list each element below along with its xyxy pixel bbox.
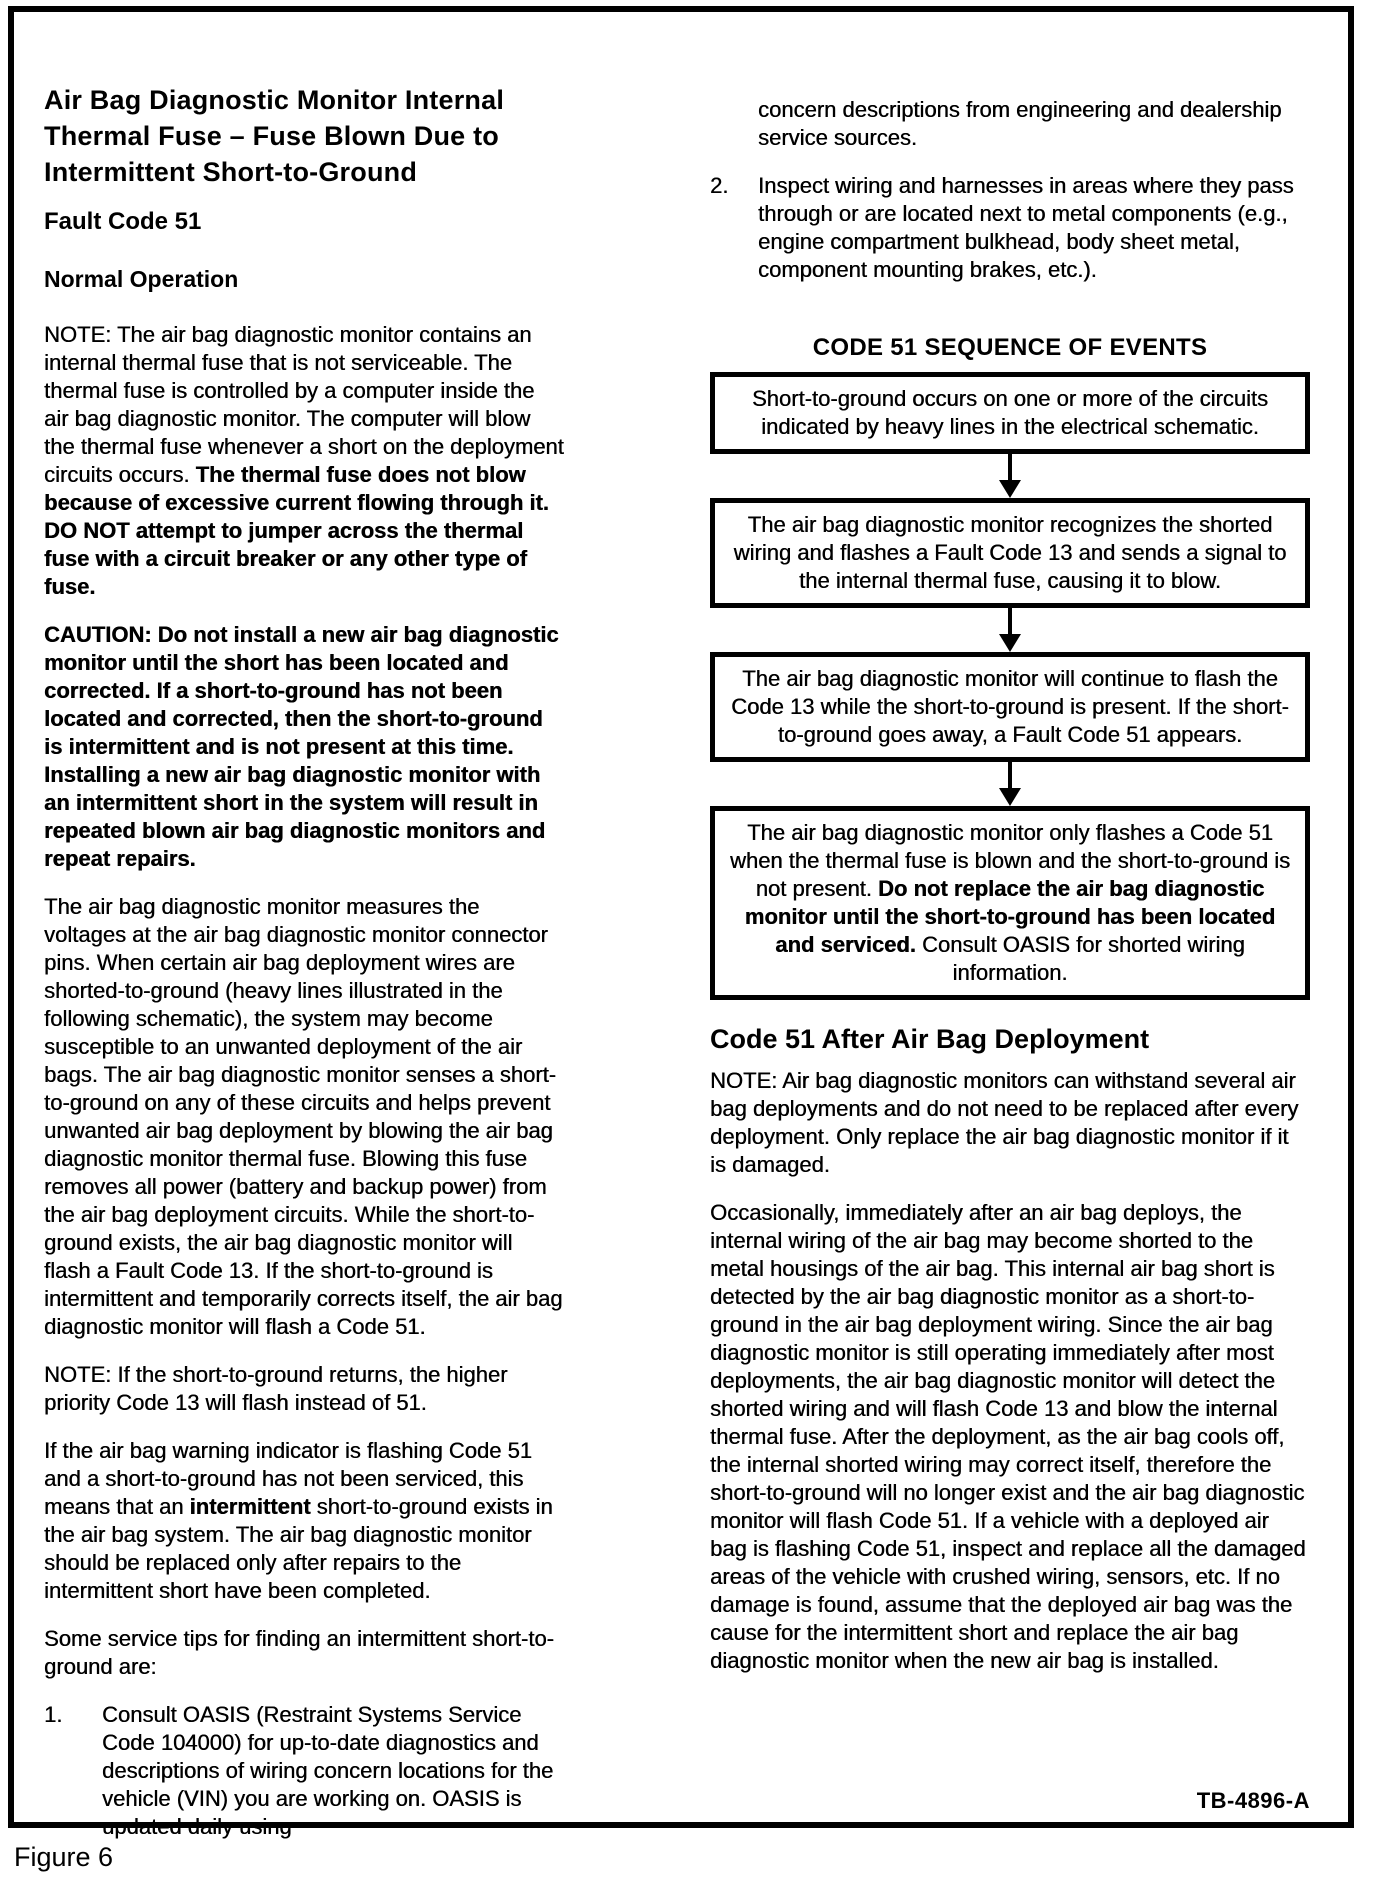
note-paragraph-2: NOTE: If the short-to-ground returns, the higher priority Code 13 will flash instead of 51.	[44, 1362, 508, 1415]
list-item-1-continuation: concern descriptions from engineering and dealership service sources.	[758, 97, 1282, 150]
note-paragraph-1-bold: The thermal fuse does not blow because of excessive current flowing through it. DO NOT attempt to jumper across the thermal fuse with a circuit breaker or any other type of fuse.	[44, 462, 549, 599]
caution-paragraph: CAUTION: Do not install a new air bag diagnostic monitor until the short has been located and corrected. If a short-to-ground has not been located and corrected, then the short-to-ground is intermittent and is not present at this time. Installing a new air bag diagnostic monitor with an intermittent short in the system will result in repeated blown air bag diagnostic monitors and repeat repairs.	[44, 622, 559, 871]
flowchart-box-4	[710, 806, 1310, 1000]
arrow-head	[999, 788, 1021, 806]
arrow-head	[999, 480, 1021, 498]
flowchart-box-1: Short-to-ground occurs on one or more of the circuits indicated by heavy lines in the electrical schematic.	[710, 372, 1310, 454]
warning-indicator-post: short-to-ground exists in the air bag system. The air bag diagnostic monitor should be replaced only after repairs to the intermittent short have been completed.	[44, 1494, 553, 1603]
flow-arrow-down-icon	[710, 608, 1310, 652]
arrow-shaft	[1008, 454, 1012, 480]
note-paragraph-1-normal: NOTE: The air bag diagnostic monitor contains an internal thermal fuse that is not serviceable. The thermal fuse is controlled by a computer inside the air bag diagnostic monitor. The computer will blow the thermal fuse whenever a short on the deployment circuits occurs.	[44, 322, 564, 487]
fault-code-heading: Fault Code 51	[44, 208, 202, 235]
doc-title: Air Bag Diagnostic Monitor Internal Thermal Fuse – Fuse Blown Due to Intermittent Short-to-Ground	[44, 85, 505, 187]
body-paragraph-warning-indicator	[44, 1437, 564, 1605]
doc-reference-number: TB-4896-A	[1196, 1788, 1310, 1813]
note-paragraph-3: NOTE: Air bag diagnostic monitors can withstand several air bag deployments and do not need to be replaced after every deployment. Only replace the air bag diagnostic monitor if it is damaged.	[710, 1068, 1299, 1177]
warning-indicator-bold: intermittent	[189, 1494, 311, 1519]
right-column	[710, 82, 1310, 1695]
flowchart-box-2: The air bag diagnostic monitor recognizes the shorted wiring and flashes a Fault Code 13 and sends a signal to the internal thermal fuse, causing it to blow.	[710, 498, 1310, 608]
flowchart-box-3: The air bag diagnostic monitor will continue to flash the Code 13 while the short-to-ground is present. If the short-to-ground goes away, a Fault Code 51 appears.	[710, 652, 1310, 762]
code51-after-deployment-heading: Code 51 After Air Bag Deployment	[710, 1024, 1150, 1054]
warning-indicator-pre: If the air bag warning indicator is flashing Code 51 and a short-to-ground has not been serviced, this means that an	[44, 1438, 532, 1519]
figure-caption: Figure 6	[14, 1842, 114, 1872]
flowchart-box-4-bold: Do not replace the air bag diagnostic monitor until the short-to-ground has been located and serviced.	[744, 876, 1276, 957]
flow-arrow-down-icon	[710, 454, 1310, 498]
arrow-shaft	[1008, 762, 1012, 788]
flowchart-box-4-post: Consult OASIS for shorted wiring information.	[915, 932, 1245, 985]
list-item-2-number: 2.	[710, 173, 729, 198]
arrow-shaft	[1008, 608, 1012, 634]
flow-arrow-down-icon	[710, 762, 1310, 806]
list-item-2	[710, 172, 1310, 284]
note-paragraph-1	[44, 321, 564, 601]
list-item-2-text: Inspect wiring and harnesses in areas where they pass through or are located next to metal components (e.g., engine compartment bulkhead, body sheet metal, component mounting brakes, etc.).	[758, 173, 1294, 282]
left-column	[44, 82, 564, 1861]
code51-flowchart	[710, 334, 1310, 1000]
list-item-1	[44, 1701, 564, 1841]
arrow-head	[999, 634, 1021, 652]
flowchart-heading: CODE 51 SEQUENCE OF EVENTS	[812, 334, 1208, 361]
body-paragraph-voltages: The air bag diagnostic monitor measures the voltages at the air bag diagnostic monitor connector pins. When certain air bag deployment wires are shorted-to-ground (heavy lines illustrated in the following schematic), the system may become susceptible to an unwanted deployment of the air bags. The air bag diagnostic monitor senses a short-to-ground on any of these circuits and helps prevent unwanted air bag deployment by blowing the air bag diagnostic monitor thermal fuse. Blowing this fuse removes all power (battery and backup power) from the air bag deployment circuits. While the short-to-ground exists, the air bag diagnostic monitor will flash a Fault Code 13. If the short-to-ground is intermittent and temporarily corrects itself, the air bag diagnostic monitor will flash a Code 51.	[44, 894, 563, 1339]
flowchart-box-4-pre: The air bag diagnostic monitor only flashes a Code 51 when the thermal fuse is blown and the short-to-ground is not present.	[729, 820, 1291, 901]
body-paragraph-deployment: Occasionally, immediately after an air bag deploys, the internal wiring of the air bag may become shorted to the metal housings of the air bag. This internal air bag short is detected by the air bag diagnostic monitor as a short-to-ground in the air bag deployment wiring. Since the air bag diagnostic monitor is still operating immediately after most deployments, the air bag diagnostic monitor will detect the shorted wiring and will flash Code 13 and blow the internal thermal fuse. After the deployment, as the air bag cools off, the internal shorted wiring may correct itself, therefore the short-to-ground will no longer exist and the air bag diagnostic monitor will flash Code 51. If a vehicle with a deployed air bag is flashing Code 51, inspect and replace all the damaged areas of the vehicle with crushed wiring, sensors, etc. If no damage is found, assume that the deployed air bag was the cause for the intermittent short and replace the air bag diagnostic monitor when the new air bag is installed.	[710, 1200, 1306, 1673]
service-tips-intro: Some service tips for finding an intermittent short-to-ground are:	[44, 1626, 554, 1679]
list-item-1-text: Consult OASIS (Restraint Systems Service Code 104000) for up-to-date diagnostics and descriptions of wiring concern locations for the vehicle (VIN) you are working on. OASIS is updated daily using	[102, 1702, 554, 1839]
normal-operation-heading: Normal Operation	[44, 266, 239, 292]
list-item-1-number: 1.	[44, 1702, 63, 1727]
